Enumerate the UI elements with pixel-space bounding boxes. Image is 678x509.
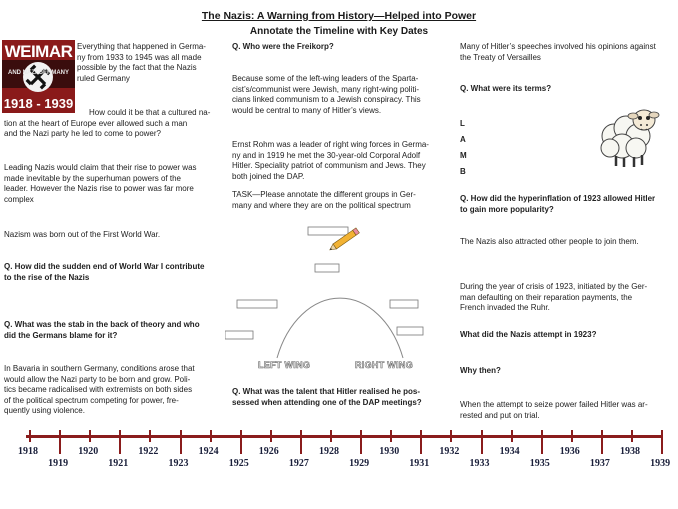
middle-task-paragraph: TASK—Please annotate the different groups in Ger- many and where they are on the political spectrum xyxy=(232,190,416,210)
timeline-year-label: 1928 xyxy=(319,446,339,457)
timeline-tick xyxy=(360,430,362,454)
timeline-tick xyxy=(59,430,61,454)
timeline-tick xyxy=(661,430,663,454)
timeline-tick xyxy=(511,430,513,442)
timeline-tick xyxy=(29,430,31,442)
left-bavaria-paragraph: In Bavaria in southern Germany, conditions arose that would allow the Nazi party to be born and grow. Poli- tics became radicalised with extremists on both sides of the political spectrum competing for power, fre- quently using violence. xyxy=(4,364,195,416)
left-intro-paragraph: Everything that happened in Germa- ny from 1933 to 1945 was all made possible by the fact that the Nazis ruled Germany xyxy=(77,42,206,83)
timeline-tick xyxy=(149,430,151,442)
right-versailles-paragraph: Many of Hitler’s speeches involved his opinions against the Treaty of Versailles xyxy=(460,42,656,62)
timeline-tick xyxy=(330,430,332,442)
annotation-box-bottom-left[interactable] xyxy=(225,331,253,339)
badge-years: 1918 - 1939 xyxy=(3,96,74,111)
right-question-why: Why then? xyxy=(460,366,501,375)
right-question-terms: Q. What were its terms? xyxy=(460,84,552,93)
timeline-tick xyxy=(180,430,182,454)
timeline-year-label: 1936 xyxy=(559,446,580,457)
timeline-year-label: 1937 xyxy=(589,458,610,469)
timeline-year-label: 1930 xyxy=(379,446,400,457)
left-wing-label: LEFT WING xyxy=(258,360,311,370)
sheep-lamb-icon xyxy=(592,96,664,170)
badge-title: WEIMAR xyxy=(4,42,73,61)
timeline-tick xyxy=(390,430,392,442)
middle-question-freikorp: Q. Who were the Freikorp? xyxy=(232,42,334,51)
timeline-year-label: 1926 xyxy=(258,446,279,457)
timeline-year-label: 1922 xyxy=(138,446,159,457)
right-ruhr-paragraph: During the year of crisis of 1923, initiated by the Ger- man defaulting on their reparation payments, the French invaded the Ruhr. xyxy=(460,282,648,313)
timeline-year-label: 1932 xyxy=(439,446,460,457)
timeline-year-label: 1924 xyxy=(198,446,219,457)
timeline-tick xyxy=(420,430,422,454)
timeline-tick xyxy=(450,430,452,442)
timeline-year-label: 1934 xyxy=(499,446,520,457)
timeline-year-label: 1935 xyxy=(529,458,550,469)
timeline-year-label: 1931 xyxy=(409,458,430,469)
middle-rohm-paragraph: Ernst Rohm was a leader of right wing forces in Germa- ny and in 1919 he met the 30-year-old Corporal Adolf Hitler. Speciality patriot of communism and Jews. They both joined the DAP. xyxy=(232,140,429,181)
timeline-tick xyxy=(240,430,242,454)
timeline-year-label: 1939 xyxy=(650,458,671,469)
timeline-tick xyxy=(481,430,483,454)
timeline-axis xyxy=(26,435,662,438)
annotation-box-left[interactable] xyxy=(237,300,277,308)
right-attracted-paragraph: The Nazis also attracted other people to join them. xyxy=(460,237,639,246)
eagle-emblem-icon xyxy=(20,59,56,95)
page-title: The Nazis: A Warning from History—Helped into Power xyxy=(201,10,477,22)
left-complex-paragraph: Leading Nazis would claim that their rise to power was made inevitable by the superhuman powers of the leader. However the Nazis rise to power was far more complex xyxy=(4,163,197,204)
timeline-tick xyxy=(541,430,543,454)
timeline-tick xyxy=(119,430,121,454)
timeline-year-label: 1919 xyxy=(48,458,69,469)
timeline-tick xyxy=(300,430,302,454)
left-question-paragraph: How could it be that a cultured na- tion at the heart of Europe ever allowed such a man and the Nazi party he led to come to power? xyxy=(4,108,211,139)
middle-spartacist-paragraph: Because some of the left-wing leaders of the Sparta- cist’s/communist were Jewish, many right-wing politi- cians linked communism to a Jewish conspiracy. This would be central to many of Hitler’s views. xyxy=(232,74,421,115)
timeline-year-label: 1929 xyxy=(349,458,370,469)
timeline-year-label: 1933 xyxy=(469,458,490,469)
left-question-ww1: Q. How did the sudden end of World War I contribute to the rise of the Nazis xyxy=(4,262,205,282)
timeline-tick xyxy=(89,430,91,442)
timeline-year-label: 1938 xyxy=(620,446,640,457)
right-question-1923: What did the Nazis attempt in 1923? xyxy=(460,330,597,339)
timeline-tick xyxy=(210,430,212,442)
timeline-tick xyxy=(571,430,573,442)
right-wing-label: RIGHT WING xyxy=(355,360,413,370)
annotation-box-top[interactable] xyxy=(308,227,348,235)
right-trial-paragraph: When the attempt to seize power failed Hitler was ar- rested and put on trial. xyxy=(460,400,648,420)
annotation-box-left-upper[interactable] xyxy=(315,264,339,272)
badge-middle-text: AND NAZI GERMANY xyxy=(8,70,69,76)
right-question-hyperinflation: Q. How did the hyperinflation of 1923 allowed Hitler to gain more popularity? xyxy=(460,194,656,214)
left-ww1-paragraph: Nazism was born out of the First World War. xyxy=(4,230,161,239)
timeline-tick xyxy=(270,430,272,442)
right-lamb-letters: L A M B xyxy=(460,119,467,176)
timeline-year-label: 1918 xyxy=(18,446,38,457)
annotation-box-bottom-right[interactable] xyxy=(397,327,423,335)
timeline-year-label: 1925 xyxy=(228,458,249,469)
middle-question-talent: Q. What was the talent that Hitler realised he pos- sessed when attending one of the DAP meetings? xyxy=(232,387,422,407)
timeline-tick xyxy=(631,430,633,442)
timeline-year-label: 1921 xyxy=(108,458,129,469)
annotation-box-right[interactable] xyxy=(390,300,418,308)
political-spectrum-diagram xyxy=(225,218,440,363)
timeline-tick xyxy=(601,430,603,454)
timeline-year-label: 1927 xyxy=(288,458,309,469)
left-question-stab: Q. What was the stab in the back of theory and who did the Germans blame for it? xyxy=(4,320,200,340)
weimar-badge-logo xyxy=(2,40,75,113)
timeline-year-label: 1923 xyxy=(168,458,189,469)
page-subtitle: Annotate the Timeline with Key Dates xyxy=(249,26,429,37)
timeline-year-label: 1920 xyxy=(78,446,99,457)
